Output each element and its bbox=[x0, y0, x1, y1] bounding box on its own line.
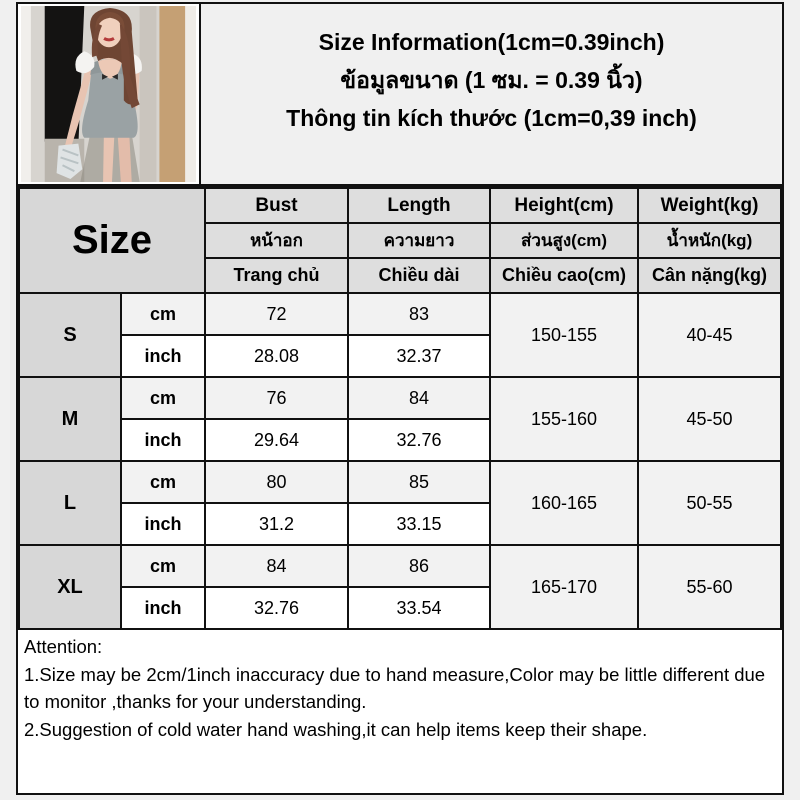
xl-bust-inch: 32.76 bbox=[205, 587, 348, 629]
col-weight-vi: Cân nặng(kg) bbox=[638, 258, 781, 293]
row-l-cm bbox=[19, 461, 781, 503]
m-length-cm: 84 bbox=[348, 377, 490, 419]
m-height: 155-160 bbox=[490, 377, 638, 461]
row-xl-cm bbox=[19, 545, 781, 587]
unit-inch: inch bbox=[121, 335, 205, 377]
col-length-vi: Chiều dài bbox=[348, 258, 490, 293]
col-height-en: Height(cm) bbox=[490, 188, 638, 223]
size-label-l: L bbox=[19, 461, 121, 545]
unit-cm: cm bbox=[121, 293, 205, 335]
row-m-cm bbox=[19, 377, 781, 419]
banner-row bbox=[18, 4, 782, 187]
col-bust-vi: Trang chủ bbox=[205, 258, 348, 293]
col-height-vi: Chiều cao(cm) bbox=[490, 258, 638, 293]
xl-bust-cm: 84 bbox=[205, 545, 348, 587]
col-bust-th: หน้าอก bbox=[205, 223, 348, 258]
title-thai: ข้อมูลขนาด (1 ซม. = 0.39 นิ้ว) bbox=[340, 67, 643, 93]
col-weight-th: น้ำหนัก(kg) bbox=[638, 223, 781, 258]
title-english: Size Information(1cm=0.39inch) bbox=[318, 29, 665, 55]
size-label-m: M bbox=[19, 377, 121, 461]
xl-weight: 55-60 bbox=[638, 545, 781, 629]
size-table bbox=[18, 187, 782, 630]
unit-inch: inch bbox=[121, 503, 205, 545]
l-height: 160-165 bbox=[490, 461, 638, 545]
l-weight: 50-55 bbox=[638, 461, 781, 545]
s-length-inch: 32.37 bbox=[348, 335, 490, 377]
product-photo bbox=[18, 4, 201, 184]
m-weight: 45-50 bbox=[638, 377, 781, 461]
l-bust-inch: 31.2 bbox=[205, 503, 348, 545]
unit-cm: cm bbox=[121, 461, 205, 503]
col-length-th: ความยาว bbox=[348, 223, 490, 258]
s-bust-cm: 72 bbox=[205, 293, 348, 335]
attention-note-1: 1.Size may be 2cm/1inch inaccuracy due to hand measure,Color may be little different due to monitor ,thanks for your understanding. bbox=[24, 663, 766, 712]
title-vietnamese: Thông tin kích thước (1cm=0,39 inch) bbox=[286, 105, 697, 131]
size-label-s: S bbox=[19, 293, 121, 377]
xl-length-inch: 33.54 bbox=[348, 587, 490, 629]
unit-inch: inch bbox=[121, 587, 205, 629]
col-length-en: Length bbox=[348, 188, 490, 223]
row-s-cm bbox=[19, 293, 781, 335]
l-bust-cm: 80 bbox=[205, 461, 348, 503]
col-weight-en: Weight(kg) bbox=[638, 188, 781, 223]
m-bust-cm: 76 bbox=[205, 377, 348, 419]
attention-heading: Attention: bbox=[24, 636, 103, 657]
s-length-cm: 83 bbox=[348, 293, 490, 335]
size-chart-panel bbox=[16, 2, 784, 795]
s-weight: 40-45 bbox=[638, 293, 781, 377]
l-length-inch: 33.15 bbox=[348, 503, 490, 545]
size-label-xl: XL bbox=[19, 545, 121, 629]
unit-cm: cm bbox=[121, 545, 205, 587]
l-length-cm: 85 bbox=[348, 461, 490, 503]
header-row-english bbox=[19, 188, 781, 223]
unit-cm: cm bbox=[121, 377, 205, 419]
attention-section bbox=[18, 630, 782, 793]
m-length-inch: 32.76 bbox=[348, 419, 490, 461]
size-header-cell: Size bbox=[19, 188, 205, 293]
s-height: 150-155 bbox=[490, 293, 638, 377]
title-block bbox=[201, 4, 782, 184]
col-bust-en: Bust bbox=[205, 188, 348, 223]
model-photo-illustration bbox=[21, 6, 196, 182]
xl-height: 165-170 bbox=[490, 545, 638, 629]
xl-length-cm: 86 bbox=[348, 545, 490, 587]
col-height-th: ส่วนสูง(cm) bbox=[490, 223, 638, 258]
unit-inch: inch bbox=[121, 419, 205, 461]
m-bust-inch: 29.64 bbox=[205, 419, 348, 461]
s-bust-inch: 28.08 bbox=[205, 335, 348, 377]
attention-note-2: 2.Suggestion of cold water hand washing,it can help items keep their shape. bbox=[24, 718, 648, 740]
